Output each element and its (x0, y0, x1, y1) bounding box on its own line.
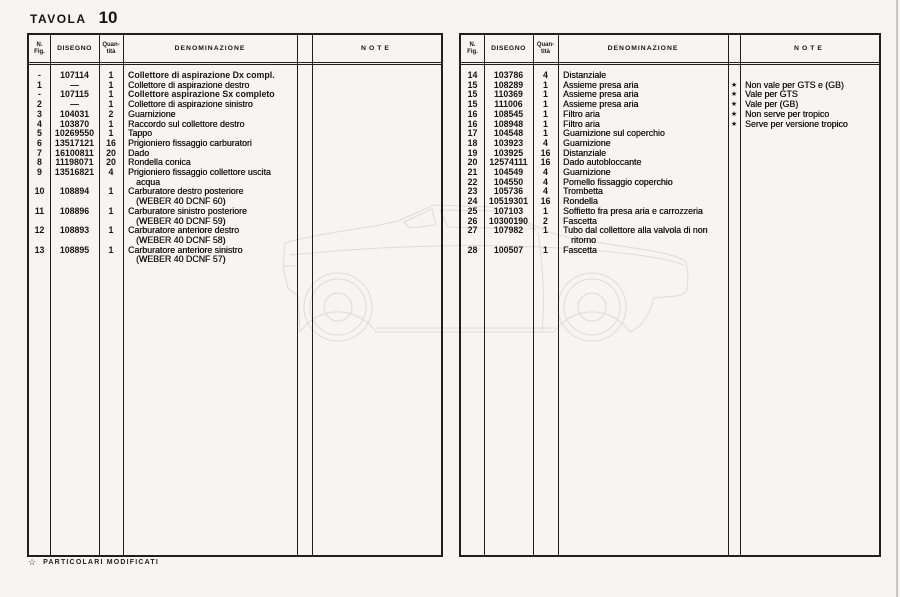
modified-star (728, 246, 740, 256)
denomination: Collettore di aspirazione sinistro (128, 99, 253, 110)
table-header (461, 35, 879, 63)
header-star-column (297, 35, 312, 62)
drawing-number: 13516821 (54, 167, 95, 178)
quantity: 1 (543, 205, 548, 216)
modified-star: ★ (730, 101, 738, 109)
modified-star (297, 71, 312, 81)
modified-star (728, 139, 740, 149)
quantity: 4 (543, 137, 548, 148)
header-disegno: DISEGNO (491, 45, 526, 52)
note (740, 197, 879, 207)
denomination: Collettore di aspirazione Dx compl. (128, 70, 275, 80)
quantity: 1 (108, 118, 114, 129)
drawing-number: 108896 (59, 205, 90, 216)
fig-number: 4 (37, 118, 42, 129)
denomination: Carburatore anteriore destro (128, 225, 239, 236)
note (312, 139, 441, 149)
modified-star (297, 236, 312, 246)
table-row-line (461, 178, 879, 188)
drawing-number: 108948 (493, 118, 524, 129)
quantity: 4 (543, 70, 548, 80)
page-title (30, 8, 117, 28)
header-note: NOTE (361, 45, 392, 52)
drawing-number: — (70, 99, 79, 110)
denomination: Prigioniero fissaggio collettore uscita (128, 167, 271, 178)
fig-number: 21 (467, 167, 478, 178)
denomination: (WEBER 40 DCNF 57) (136, 254, 226, 265)
drawing-number: 104550 (493, 176, 524, 187)
header-qty-line1: Quan- (102, 41, 120, 48)
note (740, 178, 879, 188)
fig-number: 13 (34, 244, 45, 255)
denomination: Dado (128, 147, 150, 158)
note (312, 255, 441, 265)
denomination: Collettore aspirazione Sx completo (128, 89, 275, 100)
quantity: 1 (108, 205, 114, 216)
note (740, 139, 879, 149)
drawing-number: 103870 (59, 118, 90, 129)
quantity: 20 (106, 147, 116, 158)
note (312, 149, 441, 159)
note (740, 246, 879, 256)
drawing-number: 108894 (59, 186, 90, 197)
drawing-number: — (70, 79, 79, 90)
note (312, 178, 441, 188)
modified-star (297, 120, 312, 130)
note (312, 168, 441, 178)
drawing-number: 108893 (59, 225, 90, 236)
table-header (29, 35, 441, 63)
quantity: 16 (540, 157, 551, 168)
denomination: (WEBER 40 DCNF 59) (136, 215, 226, 226)
header-star-column (728, 35, 740, 62)
note (312, 197, 441, 207)
quantity: 2 (108, 108, 114, 119)
denomination: Distanziale (563, 70, 607, 80)
denomination: Soffietto fra presa aria e carrozzeria (563, 205, 703, 216)
table-body (29, 65, 441, 265)
note: Vale per GTS (745, 89, 798, 100)
drawing-number: 10269550 (54, 128, 95, 139)
header-fig (461, 35, 484, 62)
denomination: ritorno (571, 234, 596, 245)
tavola-number: 10 (98, 8, 118, 27)
note (312, 236, 441, 246)
modified-star (728, 71, 740, 81)
table-row-line (29, 255, 441, 265)
note (312, 81, 441, 91)
scan-edge-shadow (896, 0, 898, 597)
drawing-number: 110369 (494, 89, 523, 100)
modified-star (297, 81, 312, 91)
drawing-number: 104031 (59, 108, 90, 119)
drawing-number: 12574111 (489, 157, 528, 168)
quantity: 16 (540, 147, 551, 158)
note (740, 236, 879, 246)
drawing-number: 107114 (60, 70, 89, 80)
denomination: Tappo (128, 128, 152, 139)
note (312, 71, 441, 81)
modified-star (297, 207, 312, 217)
table-row-line (461, 226, 879, 236)
table-row-line (461, 236, 879, 246)
quantity: 4 (543, 186, 548, 197)
denomination: Assieme presa aria (563, 79, 639, 90)
modified-star (297, 187, 312, 197)
drawing-number: 100507 (493, 244, 524, 255)
denomination: acqua (136, 176, 160, 187)
note (740, 129, 879, 139)
drawing-number (50, 255, 99, 265)
fig-number: 14 (467, 70, 478, 80)
denomination: (WEBER 40 DCNF 60) (136, 196, 226, 207)
quantity: 1 (543, 99, 548, 110)
quantity: 4 (543, 176, 548, 187)
modified-star (728, 178, 740, 188)
table-body (461, 65, 879, 255)
modified-star (297, 255, 312, 265)
fig-number: 24 (467, 196, 478, 207)
modified-star (297, 129, 312, 139)
modified-star (728, 149, 740, 159)
table-row-line (461, 158, 879, 168)
note: Serve per versione tropico (745, 118, 848, 129)
fig-number: 27 (467, 225, 478, 236)
drawing-number: 107982 (493, 225, 524, 236)
fig-number: 20 (467, 157, 478, 168)
quantity: 20 (106, 157, 116, 168)
table-row-line (29, 226, 441, 236)
modified-star (728, 197, 740, 207)
quantity: 16 (106, 137, 116, 148)
fig-number: 15 (467, 79, 478, 90)
fig-number: 25 (467, 205, 478, 216)
fig-number (29, 255, 50, 265)
header-denominazione: DENOMINAZIONE (174, 45, 246, 52)
denomination: Rondella conica (128, 157, 191, 168)
quantity: 1 (108, 225, 114, 236)
table-row-line (461, 139, 879, 149)
fig-number: 17 (467, 128, 478, 139)
modified-star (728, 236, 740, 246)
fig-number: 18 (467, 137, 478, 148)
quantity: 1 (543, 118, 548, 129)
header-fig-line1: N. (469, 41, 476, 48)
modified-star (297, 217, 312, 227)
drawing-number: 111006 (494, 99, 523, 110)
denomination: Prigioniero fissaggio carburatori (128, 137, 252, 148)
denomination: Collettore di aspirazione destro (128, 79, 250, 90)
denomination: Dado autobloccante (563, 157, 642, 168)
parts-table-left (27, 33, 443, 557)
note: Non serve per tropico (745, 108, 830, 119)
denomination: Guarnizione (563, 137, 611, 148)
quantity: 1 (543, 225, 548, 236)
header-fig-line2: Fig. (34, 48, 45, 55)
quantity: 1 (108, 128, 114, 139)
note (312, 110, 441, 120)
fig-number: 8 (37, 157, 42, 168)
denomination: Guarnizione (128, 108, 176, 119)
header-fig (29, 35, 50, 62)
table-row-line (461, 90, 879, 100)
note (740, 226, 879, 236)
table-row-line (29, 168, 441, 178)
drawing-number: 103925 (493, 147, 524, 158)
header-qty-line2: tità (541, 48, 550, 55)
denomination: Guarnizione sul coperchio (563, 128, 665, 139)
modified-star (728, 207, 740, 217)
fig-number: 9 (37, 167, 42, 178)
quantity: 4 (108, 167, 114, 178)
denomination: Pomello fissaggio coperchio (563, 176, 673, 187)
modified-star (297, 139, 312, 149)
note (740, 207, 879, 217)
denomination: Fascetta (563, 244, 597, 255)
fig-number: 11 (34, 205, 45, 216)
modified-star (297, 100, 312, 110)
modified-star (297, 246, 312, 256)
denomination: (WEBER 40 DCNF 58) (136, 234, 226, 245)
drawing-number: 103923 (493, 137, 524, 148)
header-qty-line2: tità (106, 48, 116, 55)
denomination: Carburatore anteriore sinistro (128, 244, 243, 255)
denomination: Guarnizione (563, 167, 611, 178)
note (312, 207, 441, 217)
fig-number: 15 (467, 89, 478, 100)
modified-star (297, 158, 312, 168)
fig-number: 22 (467, 176, 478, 187)
modified-star: ★ (730, 110, 738, 118)
quantity: 1 (543, 79, 548, 90)
modified-star (297, 90, 312, 100)
header-fig-line2: Fig. (467, 48, 478, 55)
tavola-label: TAVOLA (30, 12, 87, 26)
denomination: Filtro aria (563, 118, 600, 129)
quantity: 1 (108, 79, 114, 90)
drawing-number: 11198071 (55, 157, 94, 168)
modified-star (297, 226, 312, 236)
fig-number: 15 (467, 99, 478, 110)
modified-star (297, 149, 312, 159)
quantity: 1 (543, 89, 548, 100)
note: Non vale per GTS e (GB) (745, 79, 844, 90)
fig-number: 10 (34, 186, 45, 197)
fig-number: 6 (37, 137, 42, 148)
modified-star: ★ (730, 120, 738, 128)
table-row-line (461, 246, 879, 256)
legend-text: PARTICOLARI MODIFICATI (43, 559, 160, 566)
quantity: 16 (540, 196, 551, 207)
drawing-number: 107103 (493, 205, 524, 216)
drawing-number: 103786 (493, 70, 524, 80)
fig-number: 12 (34, 225, 45, 236)
table-row-line (29, 207, 441, 217)
fig-number: 16 (467, 118, 478, 129)
note (740, 158, 879, 168)
note (740, 217, 879, 227)
header-note: NOTE (794, 45, 825, 52)
drawing-number: 10300190 (488, 215, 529, 226)
fig-number: 3 (37, 108, 42, 119)
quantity: 1 (108, 89, 114, 100)
drawing-number: 104549 (493, 167, 524, 178)
note (312, 129, 441, 139)
fig-number: 19 (467, 147, 478, 158)
modified-star (728, 158, 740, 168)
header-disegno: DISEGNO (57, 45, 92, 52)
note (312, 217, 441, 227)
note (740, 187, 879, 197)
fig-number: 7 (37, 147, 42, 158)
modified-star (297, 110, 312, 120)
denomination: Distanziale (563, 147, 607, 158)
drawing-number: 108289 (493, 79, 524, 90)
note (312, 226, 441, 236)
table-row-line (29, 100, 441, 110)
denomination: Carburatore destro posteriore (128, 186, 244, 197)
denomination: Raccordo sul collettore destro (128, 118, 245, 129)
modified-star (728, 226, 740, 236)
fig-number: 5 (37, 128, 42, 139)
fig-number: - (38, 70, 41, 80)
denomination: Rondella (563, 196, 598, 207)
fig-number: 28 (467, 244, 478, 255)
note (312, 187, 441, 197)
drawing-number: 107115 (60, 89, 89, 100)
note (740, 168, 879, 178)
denomination: Carburatore sinistro posteriore (128, 205, 247, 216)
quantity: 1 (108, 99, 114, 110)
quantity: 1 (108, 70, 114, 80)
note (312, 246, 441, 256)
star-icon: ☆ (28, 557, 37, 567)
modified-star: ★ (730, 81, 738, 89)
drawing-number: 10519301 (488, 196, 529, 207)
table-row-line (29, 246, 441, 256)
fig-number: - (38, 89, 41, 100)
note (312, 100, 441, 110)
header-qty-line1: Quan- (536, 41, 555, 48)
header-denominazione: DENOMINAZIONE (607, 45, 679, 52)
fig-number: 1 (37, 79, 42, 90)
drawing-number: 16100811 (55, 147, 94, 158)
note (312, 158, 441, 168)
modified-star (297, 197, 312, 207)
modified-star (297, 178, 312, 188)
parts-table-right (459, 33, 881, 557)
table-row-line (461, 81, 879, 91)
quantity: 1 (543, 244, 548, 255)
denomination: Trombetta (563, 186, 603, 197)
quantity: 1 (108, 186, 114, 197)
footer-legend (28, 558, 159, 567)
modified-star (297, 168, 312, 178)
denomination: Assieme presa aria (563, 89, 639, 100)
header-qty (99, 35, 123, 62)
table-row-line (461, 120, 879, 130)
denomination: Fascetta (563, 215, 597, 226)
note: Vale per (GB) (745, 99, 799, 110)
drawing-number: 108545 (493, 108, 524, 119)
fig-number: 2 (37, 99, 42, 110)
table-row-line (461, 129, 879, 139)
note (312, 120, 441, 130)
quantity (99, 255, 123, 265)
drawing-number: 104548 (493, 128, 524, 139)
denomination: Assieme presa aria (563, 99, 639, 110)
quantity: 2 (543, 215, 548, 226)
note (312, 90, 441, 100)
note (740, 149, 879, 159)
table-row-line (29, 187, 441, 197)
fig-number: 23 (467, 186, 478, 197)
modified-star (728, 129, 740, 139)
quantity: 1 (543, 108, 548, 119)
drawing-number: 105736 (493, 186, 524, 197)
quantity: 1 (543, 128, 548, 139)
fig-number: 16 (467, 108, 478, 119)
denomination: Filtro aria (563, 108, 600, 119)
denomination: Tubo dal collettore alla valvola di non (563, 225, 708, 236)
quantity: 4 (543, 167, 548, 178)
quantity: 1 (108, 244, 114, 255)
header-qty (533, 35, 558, 62)
drawing-number: 13517121 (54, 137, 95, 148)
header-fig-line1: N. (36, 41, 43, 48)
fig-number: 26 (467, 215, 478, 226)
modified-star (728, 217, 740, 227)
modified-star (728, 187, 740, 197)
modified-star (728, 168, 740, 178)
drawing-number: 108895 (59, 244, 90, 255)
modified-star: ★ (730, 91, 738, 99)
